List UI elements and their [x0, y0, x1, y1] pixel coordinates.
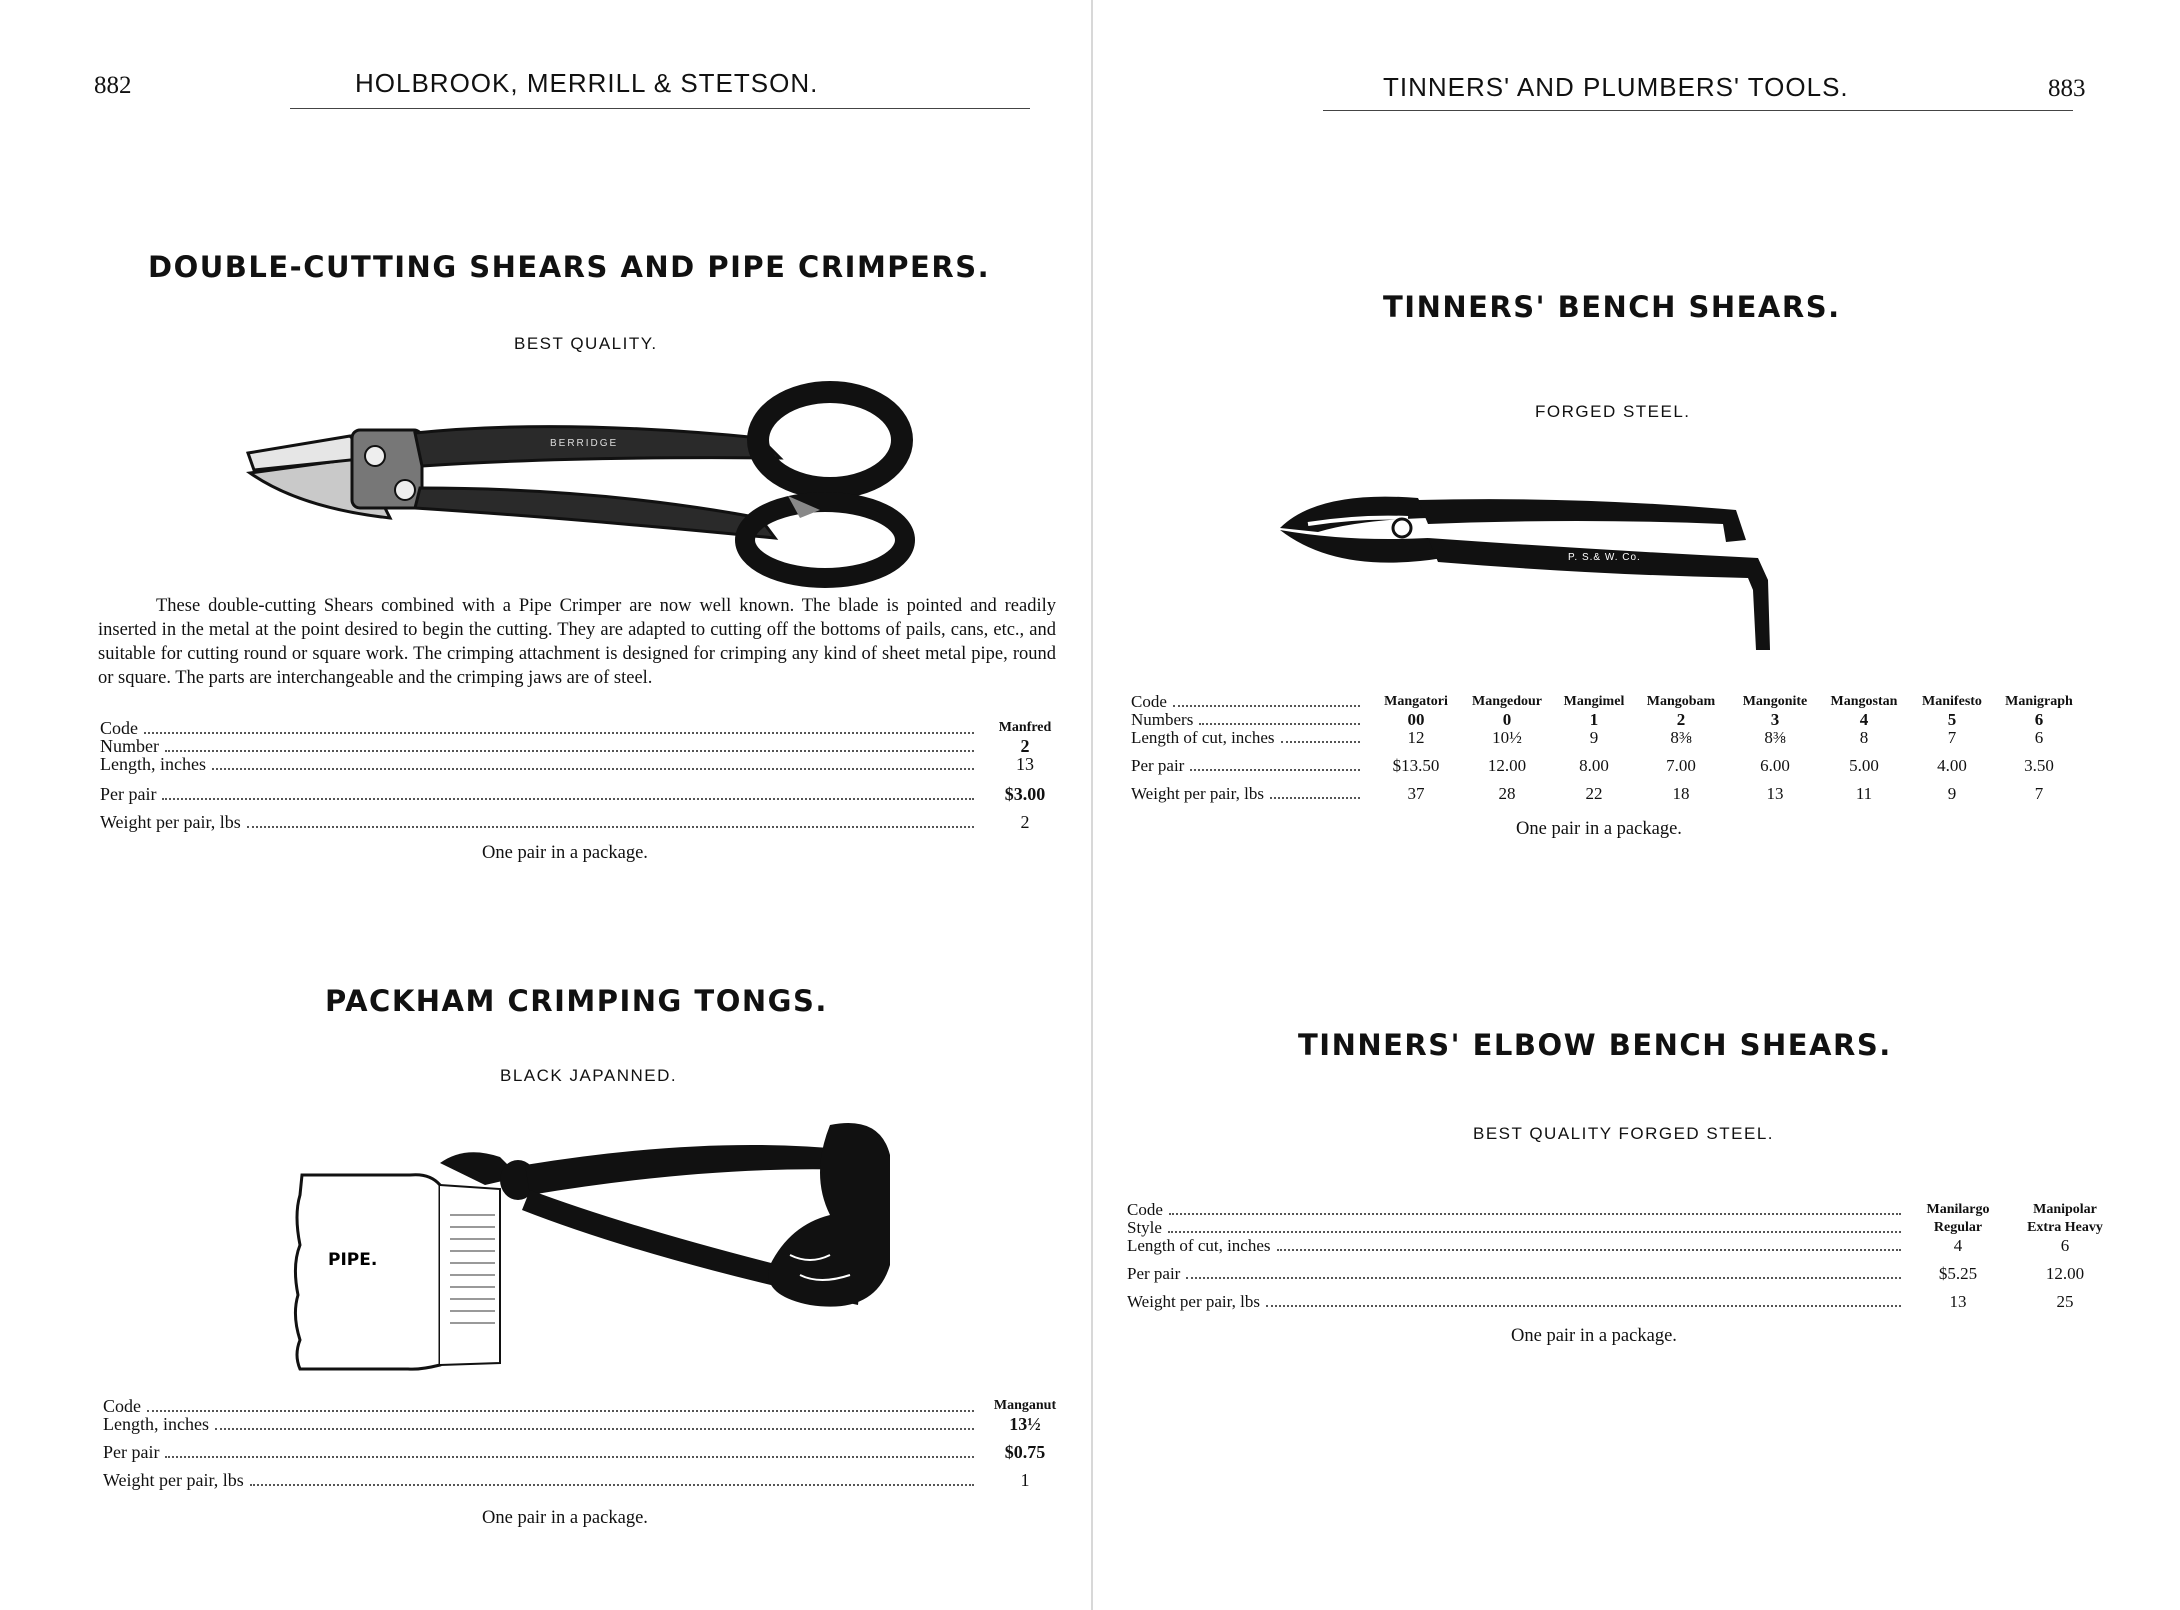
page-number-left: 882	[94, 72, 132, 99]
spec-list-double-cutting-shears	[100, 718, 1060, 838]
section-title-tinners-bench-shears: TINNERS' BENCH SHEARS.	[1383, 290, 1841, 324]
row-label-weight: Weight per pair, lbs	[1131, 784, 1366, 804]
section-title-packham-crimping-tongs: PACKHAM CRIMPING TONGS.	[325, 984, 828, 1018]
header-rule-right	[1323, 110, 2073, 111]
pipe-label: PIPE.	[328, 1250, 378, 1270]
row-label-code-2: Code	[1127, 1200, 1907, 1220]
note-one-pair-4: One pair in a package.	[1511, 1326, 1677, 1346]
row-label-length: Length of cut, inches	[1131, 728, 1366, 748]
spec-row-weight: Weight per pair, lbs	[100, 812, 980, 833]
row-label-per-pair-2: Per pair	[1127, 1264, 1907, 1284]
row-label-code: Code	[1131, 692, 1366, 712]
header-rule-left	[290, 108, 1030, 109]
row-label-weight-2: Weight per pair, lbs	[1127, 1292, 1907, 1312]
note-one-pair-2: One pair in a package.	[482, 1508, 648, 1528]
note-one-pair-1: One pair in a package.	[482, 843, 648, 863]
row-label-length-2: Length of cut, inches	[1127, 1236, 1907, 1256]
right-page	[1093, 0, 2180, 1610]
packham-crimping-tongs-illustration	[290, 1115, 890, 1375]
row-label-style: Style	[1127, 1218, 1907, 1238]
spec-value-weight-2: 1	[1020, 1470, 1030, 1490]
spec-value-weight: 2	[1020, 812, 1030, 832]
elbow-bench-shears-price-table: Code Style Length of cut, inches Per pair Weight per pair, lbs Manilargo Regular 4 $5.25 13 Manipolar Extra Heavy 6 12.00 25	[1127, 1200, 2103, 1311]
running-head-left: HOLBROOK, MERRILL & STETSON.	[355, 68, 819, 98]
double-cutting-shears-illustration	[240, 378, 920, 588]
spec-value-code: Manfred	[998, 720, 1052, 735]
spec-value-code-2: Manganut	[993, 1398, 1057, 1413]
spec-value-price-2: $0.75	[1004, 1442, 1046, 1462]
tool-stamp-berridge: BERRIDGE	[550, 438, 619, 449]
bench-shears-price-table: Code Numbers Length of cut, inches Per pair Weight per pair, lbs Mangatori 00 12 $13.50 37 Mangedour 0 10½ 12.00 28 Mangimel 1 9 8.00 22 Mangobam 2 8⅜ 7.00 18 Mangonite 3 8⅜ 6.00 13 Mangostan 4 8 5.00 11 Manifesto 5 7 4.00 9 Manigraph 6 6 3.50 7	[1131, 692, 2073, 803]
spec-row-code: Code	[100, 718, 980, 739]
row-label-per-pair: Per pair	[1131, 756, 1366, 776]
page-number-right: 883	[2048, 75, 2086, 102]
section-title-tinners-elbow-bench-shears: TINNERS' ELBOW BENCH SHEARS.	[1298, 1028, 1892, 1062]
tinners-bench-shears-illustration	[1278, 480, 1798, 655]
section-subtitle-black-japanned: BLACK JAPANNED.	[500, 1066, 678, 1085]
section-title-double-cutting-shears: DOUBLE-CUTTING SHEARS AND PIPE CRIMPERS.	[148, 250, 991, 284]
description-double-cutting-shears	[98, 594, 1056, 690]
spec-value-length: 13	[1016, 754, 1034, 774]
section-subtitle-forged-steel: FORGED STEEL.	[1535, 402, 1691, 421]
spec-row-per-pair-2: Per pair	[103, 1442, 980, 1463]
spec-row-per-pair: Per pair	[100, 784, 980, 805]
spec-row-weight-2: Weight per pair, lbs	[103, 1470, 980, 1491]
spec-row-number: Number	[100, 736, 980, 757]
tool-stamp-psw: P. S.& W. Co.	[1568, 552, 1641, 563]
description-text: These double-cutting Shears combined with a Pipe Crimper are now well known. The blade is pointed and readily inserted in the metal at the point desired to begin the cutting. They are adapted to cutting off the bottoms of pails, cans, etc., and suitable for cutting round or square work. The crimping attachment is designed for crimping any kind of sheet metal pipe, round or square. The parts are interchangeable and the crimping jaws are of steel.	[98, 596, 1056, 688]
spec-value-length-2: 13½	[1009, 1414, 1041, 1434]
section-subtitle-best-quality-forged-steel: BEST QUALITY FORGED STEEL.	[1473, 1124, 1774, 1143]
note-one-pair-3: One pair in a package.	[1516, 819, 1682, 839]
running-head-right: TINNERS' AND PLUMBERS' TOOLS.	[1383, 72, 1849, 102]
spec-value-price: $3.00	[1004, 784, 1046, 804]
row-label-numbers: Numbers	[1131, 710, 1366, 730]
spec-list-packham-tongs	[103, 1396, 1060, 1496]
spec-row-code-2: Code	[103, 1396, 980, 1417]
spec-row-length-2: Length, inches	[103, 1414, 980, 1435]
spec-row-length: Length, inches	[100, 754, 980, 775]
section-subtitle-best-quality: BEST QUALITY.	[514, 334, 658, 353]
spec-value-number: 2	[1020, 736, 1030, 756]
